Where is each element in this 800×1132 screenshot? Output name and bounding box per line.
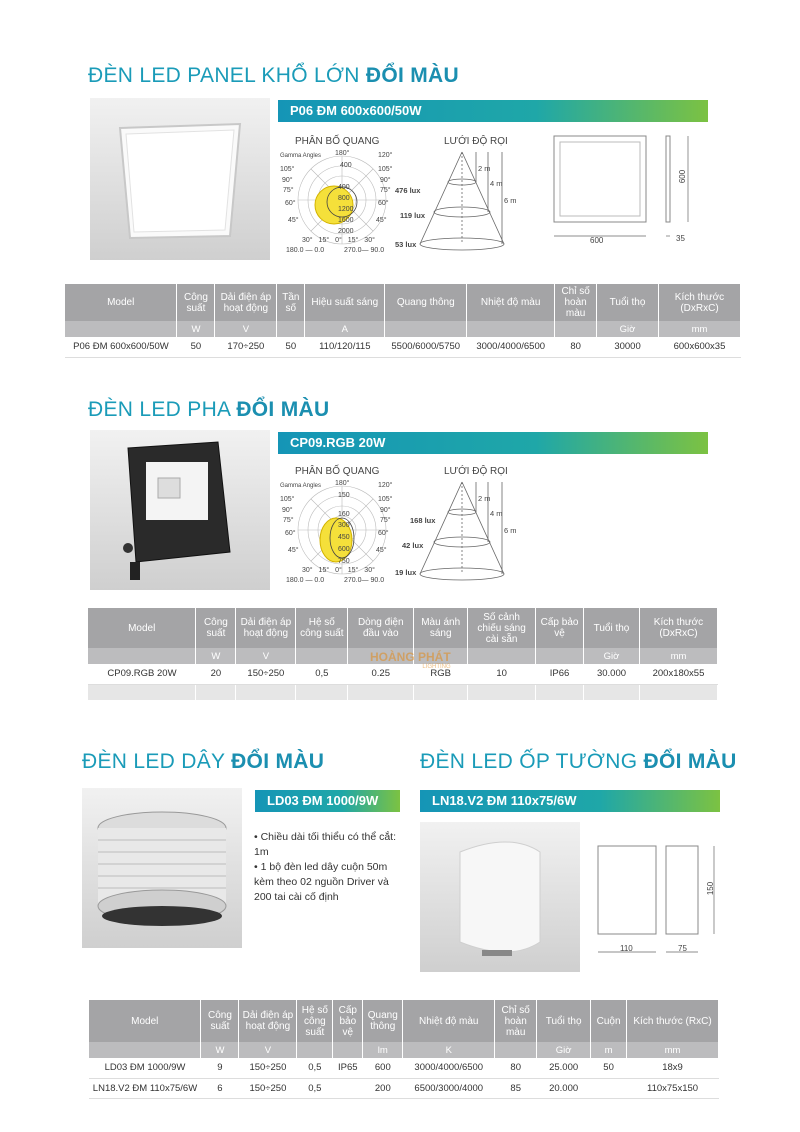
cell: 0,5: [297, 1058, 333, 1078]
unit: V: [236, 648, 296, 664]
angle-right-3: 75°: [380, 187, 391, 194]
dimension-drawing-panel: [550, 132, 710, 252]
light-distribution-label: PHÂN BỐ QUANG: [295, 136, 380, 147]
unit: [296, 648, 348, 664]
polar-diagram-panel: [280, 150, 410, 260]
spec-table-strip-wall: [89, 1000, 719, 1099]
cell: 110x75x150: [627, 1078, 719, 1098]
led-strip-reel-image: [82, 788, 242, 948]
cell: 50: [177, 337, 215, 357]
legend-b: 270.0— 90.0: [344, 247, 385, 254]
dist-0: 2 m: [478, 494, 491, 503]
unit: mm: [639, 648, 717, 664]
cell: RGB: [414, 664, 468, 684]
angle-right-0: 120°: [378, 152, 393, 159]
unit: V: [215, 321, 277, 337]
cell: 110/120/115: [305, 337, 385, 357]
polar-val-3: 1200: [338, 206, 354, 213]
spec-table-panel: [65, 284, 741, 358]
dim-depth: 75: [678, 944, 687, 953]
unit: [297, 1042, 333, 1058]
cell: 10: [468, 664, 536, 684]
unit: W: [201, 1042, 239, 1058]
angle-right-4: 60°: [378, 200, 389, 207]
th: Quang thông: [363, 1000, 403, 1042]
unit: [555, 321, 597, 337]
polar-val-2: 300: [338, 522, 350, 529]
th: Model: [89, 1000, 201, 1042]
illuminance-grid-label: LƯỚI ĐỘ RỌI: [444, 136, 508, 147]
cell: P06 ĐM 600x600/50W: [65, 337, 177, 357]
cell: IP66: [536, 664, 584, 684]
angle-right-3: 75°: [380, 517, 391, 524]
th: Hiệu suất sáng: [305, 284, 385, 321]
model-bar-wall: LN18.V2 ĐM 110x75/6W: [420, 790, 720, 812]
unit: [536, 648, 584, 664]
dist-1: 4 m: [490, 509, 503, 518]
unit: [89, 1042, 201, 1058]
unit: [88, 648, 196, 664]
cell: 30000: [597, 337, 659, 357]
section-title-panel: [88, 64, 459, 88]
product-photo-wall: [420, 822, 580, 972]
th: Công suất: [196, 608, 236, 648]
polar-val-3: 450: [338, 534, 350, 541]
unit: [333, 1042, 363, 1058]
angle-left-0: 105°: [280, 166, 295, 173]
product-photo-flood: [90, 430, 270, 590]
th: Hệ số công suất: [297, 1000, 333, 1042]
unit: V: [239, 1042, 297, 1058]
polar-val-0: 400: [340, 162, 352, 169]
unit: [385, 321, 467, 337]
th: Công suất: [201, 1000, 239, 1042]
th: Dòng điện đầu vào: [348, 608, 414, 648]
panel-light-image: [90, 98, 270, 260]
legend-a: 180.0 — 0.0: [286, 247, 325, 254]
gamma-label: Gamma Angles: [280, 153, 322, 159]
dim-height: 150: [706, 881, 716, 896]
cell: 3000/4000/6500: [467, 337, 555, 357]
angle-right-2: 90°: [380, 507, 391, 514]
th: Model: [88, 608, 196, 648]
table-row: [89, 1078, 719, 1098]
th: Model: [65, 284, 177, 321]
angle-left-0: 105°: [280, 496, 295, 503]
cell: 80: [495, 1058, 537, 1078]
dist-1: 4 m: [490, 179, 503, 188]
watermark-logo: [370, 650, 451, 670]
cell: 200: [363, 1078, 403, 1098]
title-text: ĐÈN LED DÂY: [82, 750, 232, 773]
flood-light-image: [90, 430, 270, 590]
angle-right-2: 90°: [380, 177, 391, 184]
cell: 0.25: [348, 664, 414, 684]
th: Nhiệt độ màu: [467, 284, 555, 321]
th: Cấp bảo vệ: [536, 608, 584, 648]
unit: W: [196, 648, 236, 664]
cell: 3000/4000/6500: [403, 1058, 495, 1078]
illuminance-cone-flood: [392, 478, 532, 588]
unit: K: [403, 1042, 495, 1058]
th: Dải điện áp hoạt động: [215, 284, 277, 321]
legend-a: 180.0 — 0.0: [286, 577, 325, 584]
illuminance-cone-panel: [392, 148, 532, 258]
angle-top: 180°: [335, 150, 350, 157]
dist-2: 6 m: [504, 196, 517, 205]
cell: 18x9: [627, 1058, 719, 1078]
angle-left-2: 75°: [283, 187, 294, 194]
wall-dimension-svg: [594, 840, 724, 970]
polar-diagram-flood: [280, 480, 410, 590]
polar-val-4: 600: [338, 546, 350, 553]
title-text: ĐÈN LED PANEL KHỔ LỚN: [88, 64, 366, 87]
cell: 600x600x35: [659, 337, 741, 357]
polar-val-5: 2000: [338, 228, 354, 235]
unit: W: [177, 321, 215, 337]
wall-dimension-drawing: [594, 840, 724, 970]
angle-left-3: 60°: [285, 200, 296, 207]
angle-left-1: 90°: [282, 507, 293, 514]
feature-item: • 1 bộ đèn led dây cuộn 50m kèm theo 02 nguồn Driver và 200 tai cài cố định: [254, 861, 389, 903]
cell: LN18.V2 ĐM 110x75/6W: [89, 1078, 201, 1098]
cell: 150÷250: [239, 1078, 297, 1098]
cell: 6: [201, 1078, 239, 1098]
cell: 9: [201, 1058, 239, 1078]
angle-left-3: 60°: [285, 530, 296, 537]
th: Quang thông: [385, 284, 467, 321]
angle-right-4: 60°: [378, 530, 389, 537]
model-bar-flood: CP09.RGB 20W: [278, 432, 708, 454]
th: Chỉ số hoàn màu: [555, 284, 597, 321]
lux-1: 119 lux: [400, 211, 426, 220]
polar-val-2: 800: [338, 195, 350, 202]
unit: [495, 1042, 537, 1058]
cell: 20.000: [537, 1078, 591, 1098]
light-distribution-label: PHÂN BỐ QUANG: [295, 466, 380, 477]
dist-0: 2 m: [478, 164, 491, 173]
angle-right-5: 45°: [376, 217, 387, 224]
th: Màu ánh sáng: [414, 608, 468, 648]
cell: 50: [591, 1058, 627, 1078]
cell: 80: [555, 337, 597, 357]
th: Tuổi thọ: [584, 608, 640, 648]
angle-right-0: 120°: [378, 482, 393, 489]
cell: 25.000: [537, 1058, 591, 1078]
lux-1: 42 lux: [402, 541, 424, 550]
lux-2: 19 lux: [395, 568, 417, 577]
title-bold: ĐỔI MÀU: [231, 750, 325, 773]
th: Kích thước (RxC): [627, 1000, 719, 1042]
angle-right-5: 45°: [376, 547, 387, 554]
cell: LD03 ĐM 1000/9W: [89, 1058, 201, 1078]
product-photo-strip: [82, 788, 242, 948]
th: Số cảnh chiếu sáng cài sẵn: [468, 608, 536, 648]
angle-right-1: 105°: [378, 496, 393, 503]
polar-val-4: 1600: [338, 217, 354, 224]
dim-height: 600: [678, 169, 688, 184]
th: Nhiệt độ màu: [403, 1000, 495, 1042]
th: Dải điện áp hoạt động: [236, 608, 296, 648]
title-text: ĐÈN LED ỐP TƯỜNG: [420, 750, 644, 773]
cell: 170÷250: [215, 337, 277, 357]
cell: 85: [495, 1078, 537, 1098]
unit: Giờ: [597, 321, 659, 337]
section-title-wall: [420, 750, 737, 774]
strip-features: [254, 830, 404, 905]
th: Kích thước (DxRxC): [659, 284, 741, 321]
unit: Giờ: [537, 1042, 591, 1058]
unit: mm: [627, 1042, 719, 1058]
model-bar-strip: LD03 ĐM 1000/9W: [255, 790, 400, 812]
lux-0: 168 lux: [410, 516, 436, 525]
unit: A: [305, 321, 385, 337]
lux-2: 53 lux: [395, 240, 417, 249]
cell: CP09.RGB 20W: [88, 664, 196, 684]
cell: 150÷250: [239, 1058, 297, 1078]
table-row: [89, 1058, 719, 1078]
th: Dải điện áp hoạt động: [239, 1000, 297, 1042]
unit: [277, 321, 305, 337]
watermark-text: HOÀNG PHÁT: [370, 650, 451, 664]
polar-val-1: 160: [338, 511, 350, 518]
cell: 5500/6000/5750: [385, 337, 467, 357]
unit: [468, 648, 536, 664]
cell: 50: [277, 337, 305, 357]
watermark-sub: LIGHTING: [422, 664, 451, 670]
cell: [591, 1078, 627, 1098]
dim-width: 600: [590, 236, 604, 245]
unit: mm: [659, 321, 741, 337]
gamma-label: Gamma Angles: [280, 483, 322, 489]
th: Tần số: [277, 284, 305, 321]
cell: 200x180x55: [639, 664, 717, 684]
unit: m: [591, 1042, 627, 1058]
unit: [65, 321, 177, 337]
feature-item: • Chiều dài tối thiểu có thể cắt: 1m: [254, 831, 397, 858]
unit: [467, 321, 555, 337]
legend-b: 270.0— 90.0: [344, 577, 385, 584]
th: Cấp bảo vệ: [333, 1000, 363, 1042]
polar-val-1: 400: [338, 184, 350, 191]
dim-depth: 35: [676, 234, 685, 243]
th: Cuộn: [591, 1000, 627, 1042]
title-bold: ĐỔI MÀU: [643, 750, 737, 773]
th: Công suất: [177, 284, 215, 321]
polar-val-5: 750: [338, 558, 350, 565]
polar-val-0: 150: [338, 492, 350, 499]
cell: 30.000: [584, 664, 640, 684]
cell: 600: [363, 1058, 403, 1078]
table-row: [65, 337, 741, 357]
illuminance-grid-label: LƯỚI ĐỘ RỌI: [444, 466, 508, 477]
lux-0: 476 lux: [395, 186, 421, 195]
title-bold: ĐỔI MÀU: [365, 64, 459, 87]
cell: 0,5: [296, 664, 348, 684]
unit: lm: [363, 1042, 403, 1058]
title-bold: ĐỔI MÀU: [236, 398, 330, 421]
cell: 0,5: [297, 1078, 333, 1098]
cell: [333, 1078, 363, 1098]
th: Tuổi thọ: [537, 1000, 591, 1042]
th: Chỉ số hoàn màu: [495, 1000, 537, 1042]
cell: 20: [196, 664, 236, 684]
th: Hệ số công suất: [296, 608, 348, 648]
th: Kích thước (DxRxC): [639, 608, 717, 648]
dim-width: 110: [620, 944, 633, 953]
unit: Giờ: [584, 648, 640, 664]
angle-left-2: 75°: [283, 517, 294, 524]
model-bar-panel: P06 ĐM 600x600/50W: [278, 100, 708, 122]
angle-top: 180°: [335, 480, 350, 487]
cell: 6500/3000/4000: [403, 1078, 495, 1098]
cell: IP65: [333, 1058, 363, 1078]
angle-left-4: 45°: [288, 547, 299, 554]
cell: 150÷250: [236, 664, 296, 684]
section-title-flood: [88, 398, 329, 422]
title-text: ĐÈN LED PHA: [88, 398, 237, 421]
angle-left-1: 90°: [282, 177, 293, 184]
angle-bottom: 30° 15° 0° 15° 30°: [302, 237, 375, 244]
angle-bottom: 30° 15° 0° 15° 30°: [302, 567, 375, 574]
wall-light-image: [420, 822, 580, 972]
angle-right-1: 105°: [378, 166, 393, 173]
section-title-strip: [82, 750, 324, 774]
dimension-svg: [550, 132, 710, 252]
dist-2: 6 m: [504, 526, 517, 535]
product-photo-panel: [90, 98, 270, 260]
angle-left-4: 45°: [288, 217, 299, 224]
th: Tuổi thọ: [597, 284, 659, 321]
